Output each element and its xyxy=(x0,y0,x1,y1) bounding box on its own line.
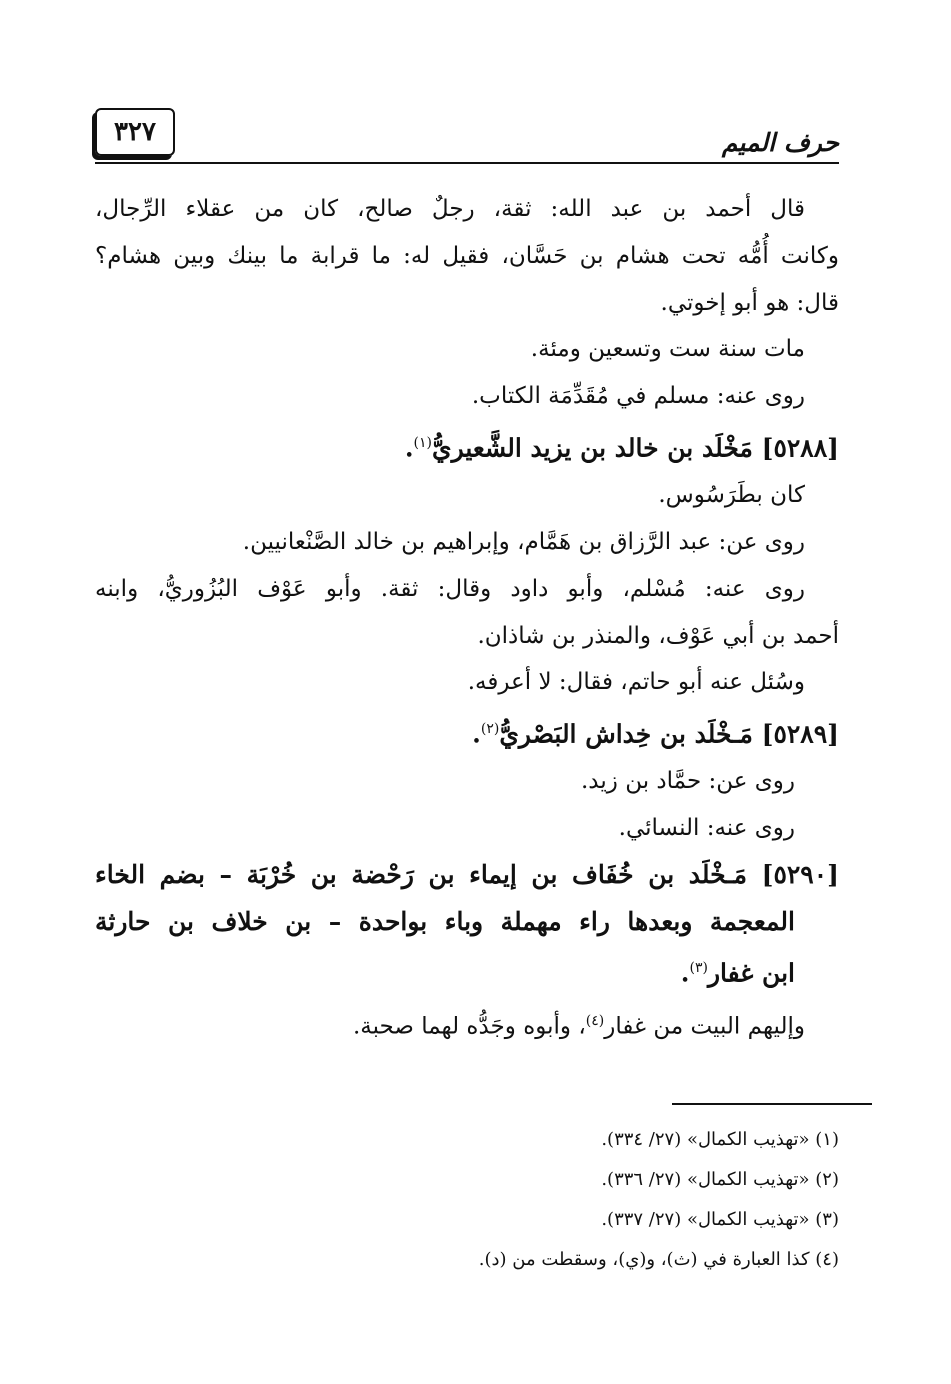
page-header xyxy=(95,108,839,164)
footnote: (٣) «تهذيب الكمال» (٢٧/ ٣٣٧). xyxy=(601,1209,839,1230)
entry-heading-5290: [٥٢٩٠] مَـخْلَد بن خُفَاف بن إيماء بن رَحْضة بن خُرْبَة – بضم الخاء xyxy=(95,859,839,889)
text-line: مات سنة ست وتسعين ومئة. xyxy=(530,336,805,363)
text-line: كان بطَرَسُوس. xyxy=(658,482,805,509)
text-line: روى عنه: مسلم في مُقَدِّمَة الكتاب. xyxy=(471,383,805,410)
main-text xyxy=(95,186,839,1050)
footnote-marker: (٢) xyxy=(480,721,500,738)
footnote-marker: (٣) xyxy=(689,960,708,977)
text-line: وكانت أُمُّه تحت هشام بن حَسَّان، فقيل له: ما قرابة ما بينك وبين هشام؟ xyxy=(95,242,839,269)
page-number: ٣٢٧ xyxy=(95,108,175,156)
footnote: (٤) كذا العبارة في (ث)، و(ي)، وسقطت من (د). xyxy=(478,1249,839,1270)
footnotes xyxy=(95,1120,839,1280)
text-line: وسُئل عنه أبو حاتم، فقال: لا أعرفه. xyxy=(467,669,805,696)
text-line: قال: هو أبو إخوتي. xyxy=(660,289,839,316)
footnote-separator xyxy=(672,1103,872,1105)
text-line: قال أحمد بن عبد الله: ثقة، رجلٌ صالح، كان من عقلاء الرِّجال، xyxy=(95,196,805,222)
text-line: أحمد بن أبي عَوْف، والمنذر بن شاذان. xyxy=(477,622,839,649)
footnote: (١) «تهذيب الكمال» (٢٧/ ٣٣٤). xyxy=(601,1129,839,1150)
text-line: روى عن: حمَّاد بن زيد. xyxy=(580,768,795,795)
text-line: روى عنه: النسائي. xyxy=(618,815,795,842)
entry-heading-5289: [٥٢٨٩] مَـخْلَد بن خِداش البَصْريُّ$^{(٢)}$. xyxy=(472,719,839,749)
text-line: روى عنه: مُسْلم، وأبو داود وقال: ثقة. وأبو عَوْف البُزُوريُّ، وابنه xyxy=(95,575,805,602)
text-line: روى عن: عبد الرَّزاق بن هَمَّام، وإبراهيم بن خالد الصَّنْعانيين. xyxy=(242,528,805,555)
running-head: حرف الميم xyxy=(721,128,839,157)
entry-heading-cont: المعجمة وبعدها راء مهملة وباء بواحدة – بن خلاف بن حارثة xyxy=(95,906,795,936)
footnote-marker: (١) xyxy=(413,434,432,451)
footnote-marker: (٤) xyxy=(585,1012,605,1029)
header-rule xyxy=(95,162,839,164)
entry-heading-cont: ابن غفار$^{(٣)}$. xyxy=(680,958,795,988)
footnote: (٢) «تهذيب الكمال» (٢٧/ ٣٣٦). xyxy=(601,1169,839,1190)
text-line: وإليهم البيت من غفار$^{(٤)}$، وأبوه وجَدُّه لهما صحبة. xyxy=(352,1012,805,1040)
entry-heading-5288: [٥٢٨٨] مَخْلَد بن خالد بن يزيد الشَّعيريُّ$^{(١)}$. xyxy=(404,433,839,463)
